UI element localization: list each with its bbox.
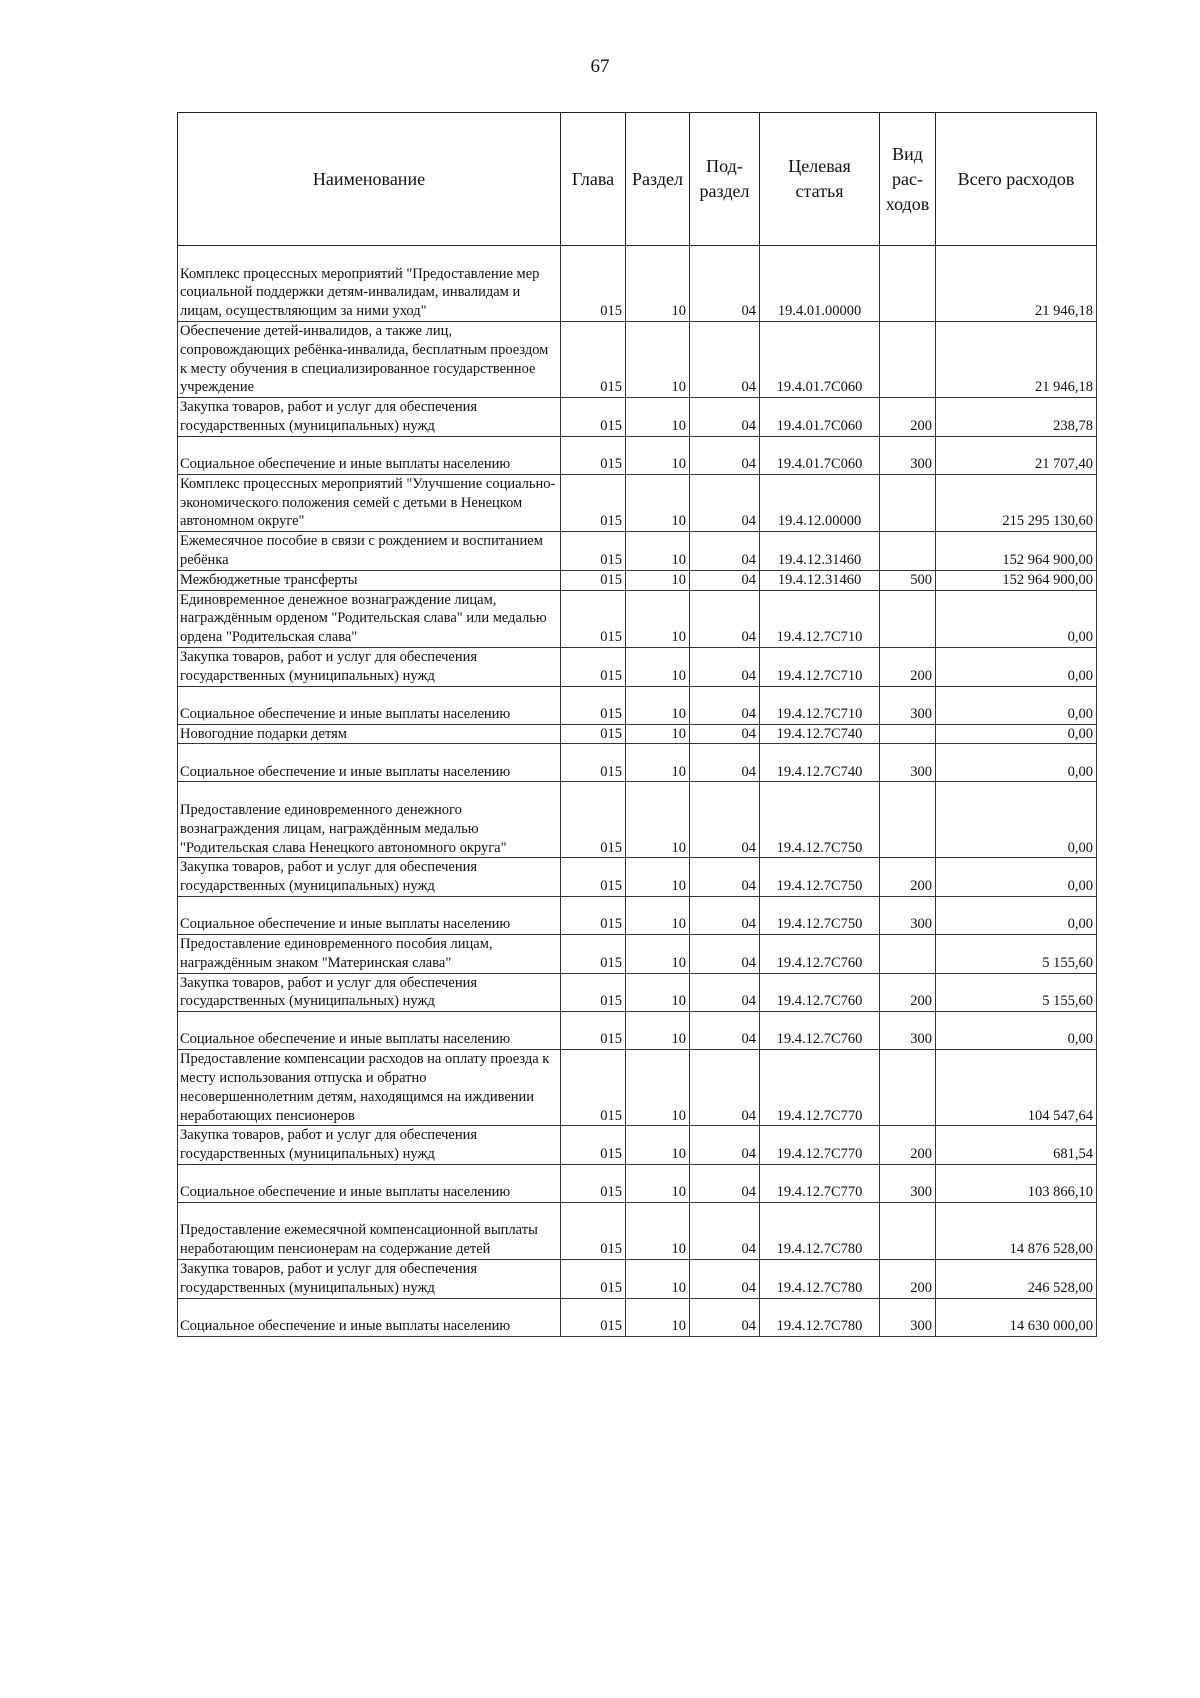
table-row <box>178 973 1097 1012</box>
cell-target: 19.4.12.31460 <box>760 532 880 571</box>
cell-vid <box>880 1202 936 1259</box>
cell-glava: 015 <box>561 1164 626 1202</box>
cell-name: Обеспечение детей-инвалидов, а также лиц, сопровождающих ребёнка-инвалида, бесплатным проездом к месту обучения в специализированное государственное учреждение <box>178 322 561 398</box>
cell-target: 19.4.01.7С060 <box>760 398 880 437</box>
table-row <box>178 1202 1097 1259</box>
cell-razdel: 10 <box>626 647 690 686</box>
cell-total: 246 528,00 <box>936 1259 1097 1298</box>
cell-podrazdel: 04 <box>690 1298 760 1336</box>
cell-name: Социальное обеспечение и иные выплаты населению <box>178 1298 561 1336</box>
cell-name: Межбюджетные трансферты <box>178 570 561 590</box>
cell-razdel: 10 <box>626 1050 690 1126</box>
cell-podrazdel: 04 <box>690 1050 760 1126</box>
cell-glava: 015 <box>561 246 626 322</box>
cell-name: Новогодние подарки детям <box>178 724 561 744</box>
table-row <box>178 858 1097 897</box>
cell-total: 14 876 528,00 <box>936 1202 1097 1259</box>
table-row <box>178 1164 1097 1202</box>
cell-podrazdel: 04 <box>690 1202 760 1259</box>
cell-target: 19.4.01.00000 <box>760 246 880 322</box>
cell-glava: 015 <box>561 322 626 398</box>
table-row <box>178 436 1097 474</box>
cell-total: 0,00 <box>936 896 1097 934</box>
cell-podrazdel: 04 <box>690 744 760 782</box>
cell-razdel: 10 <box>626 744 690 782</box>
table-row <box>178 896 1097 934</box>
cell-target: 19.4.12.7С770 <box>760 1126 880 1165</box>
cell-vid <box>880 724 936 744</box>
cell-glava: 015 <box>561 1202 626 1259</box>
page-number: 67 <box>590 56 610 77</box>
cell-glava: 015 <box>561 1050 626 1126</box>
cell-vid <box>880 532 936 571</box>
cell-total: 21 946,18 <box>936 322 1097 398</box>
cell-target: 19.4.12.31460 <box>760 570 880 590</box>
cell-name: Закупка товаров, работ и услуг для обеспечения государственных (муниципальных) нужд <box>178 398 561 437</box>
cell-glava: 015 <box>561 647 626 686</box>
cell-total: 104 547,64 <box>936 1050 1097 1126</box>
cell-total: 5 155,60 <box>936 973 1097 1012</box>
cell-vid: 200 <box>880 1259 936 1298</box>
cell-total: 152 964 900,00 <box>936 532 1097 571</box>
header-glava: Глава <box>561 113 626 246</box>
cell-target: 19.4.12.00000 <box>760 474 880 531</box>
cell-name: Закупка товаров, работ и услуг для обеспечения государственных (муниципальных) нужд <box>178 973 561 1012</box>
cell-name: Социальное обеспечение и иные выплаты населению <box>178 686 561 724</box>
cell-glava: 015 <box>561 1012 626 1050</box>
cell-total: 0,00 <box>936 724 1097 744</box>
table-row <box>178 686 1097 724</box>
cell-vid: 300 <box>880 1012 936 1050</box>
table-row <box>178 647 1097 686</box>
cell-podrazdel: 04 <box>690 686 760 724</box>
cell-total: 238,78 <box>936 398 1097 437</box>
cell-podrazdel: 04 <box>690 474 760 531</box>
cell-total: 0,00 <box>936 744 1097 782</box>
cell-target: 19.4.12.7С770 <box>760 1164 880 1202</box>
cell-total: 0,00 <box>936 1012 1097 1050</box>
cell-total: 215 295 130,60 <box>936 474 1097 531</box>
cell-total: 152 964 900,00 <box>936 570 1097 590</box>
cell-glava: 015 <box>561 1259 626 1298</box>
cell-glava: 015 <box>561 782 626 858</box>
cell-podrazdel: 04 <box>690 590 760 647</box>
cell-podrazdel: 04 <box>690 570 760 590</box>
cell-podrazdel: 04 <box>690 532 760 571</box>
cell-name: Комплекс процессных мероприятий "Улучшение социально-экономического положения семей с детьми в Ненецком автономном округе" <box>178 474 561 531</box>
cell-razdel: 10 <box>626 1164 690 1202</box>
cell-target: 19.4.12.7С760 <box>760 1012 880 1050</box>
cell-vid: 300 <box>880 686 936 724</box>
cell-razdel: 10 <box>626 322 690 398</box>
cell-target: 19.4.12.7С760 <box>760 934 880 973</box>
cell-target: 19.4.12.7С750 <box>760 858 880 897</box>
cell-total: 21 707,40 <box>936 436 1097 474</box>
cell-total: 5 155,60 <box>936 934 1097 973</box>
cell-razdel: 10 <box>626 532 690 571</box>
cell-podrazdel: 04 <box>690 858 760 897</box>
cell-name: Социальное обеспечение и иные выплаты населению <box>178 436 561 474</box>
cell-name: Закупка товаров, работ и услуг для обеспечения государственных (муниципальных) нужд <box>178 1259 561 1298</box>
cell-target: 19.4.12.7С750 <box>760 782 880 858</box>
cell-podrazdel: 04 <box>690 322 760 398</box>
cell-target: 19.4.12.7С780 <box>760 1259 880 1298</box>
cell-vid: 200 <box>880 647 936 686</box>
cell-podrazdel: 04 <box>690 782 760 858</box>
header-podrazdel: Под- раздел <box>690 113 760 246</box>
cell-vid: 200 <box>880 973 936 1012</box>
cell-vid <box>880 322 936 398</box>
cell-razdel: 10 <box>626 896 690 934</box>
cell-name: Предоставление компенсации расходов на оплату проезда к месту использования отпуска и обратно несовершеннолетним детям, находящимся на иждивении неработающих пенсионеров <box>178 1050 561 1126</box>
cell-podrazdel: 04 <box>690 724 760 744</box>
cell-name: Социальное обеспечение и иные выплаты населению <box>178 896 561 934</box>
cell-glava: 015 <box>561 934 626 973</box>
cell-target: 19.4.01.7С060 <box>760 436 880 474</box>
cell-glava: 015 <box>561 1298 626 1336</box>
cell-total: 0,00 <box>936 858 1097 897</box>
cell-target: 19.4.12.7С740 <box>760 724 880 744</box>
cell-vid <box>880 590 936 647</box>
cell-name: Предоставление ежемесячной компенсационной выплаты неработающим пенсионерам на содержание детей <box>178 1202 561 1259</box>
cell-name: Закупка товаров, работ и услуг для обеспечения государственных (муниципальных) нужд <box>178 647 561 686</box>
table-row <box>178 1012 1097 1050</box>
cell-target: 19.4.12.7С750 <box>760 896 880 934</box>
cell-vid: 300 <box>880 1298 936 1336</box>
cell-name: Ежемесячное пособие в связи с рождением и воспитанием ребёнка <box>178 532 561 571</box>
header-razdel: Раздел <box>626 113 690 246</box>
header-name: Наименование <box>178 113 561 246</box>
cell-razdel: 10 <box>626 1202 690 1259</box>
cell-glava: 015 <box>561 590 626 647</box>
cell-vid <box>880 474 936 531</box>
cell-razdel: 10 <box>626 570 690 590</box>
cell-glava: 015 <box>561 532 626 571</box>
cell-razdel: 10 <box>626 973 690 1012</box>
table-row <box>178 1126 1097 1165</box>
table-row <box>178 570 1097 590</box>
cell-razdel: 10 <box>626 1012 690 1050</box>
cell-glava: 015 <box>561 686 626 724</box>
cell-name: Закупка товаров, работ и услуг для обеспечения государственных (муниципальных) нужд <box>178 858 561 897</box>
cell-target: 19.4.12.7С710 <box>760 647 880 686</box>
cell-target: 19.4.12.7С780 <box>760 1202 880 1259</box>
cell-glava: 015 <box>561 1126 626 1165</box>
table-body <box>178 246 1097 1337</box>
budget-table <box>177 112 1097 1337</box>
cell-razdel: 10 <box>626 782 690 858</box>
cell-podrazdel: 04 <box>690 436 760 474</box>
cell-name: Предоставление единовременного денежного вознаграждения лицам, награждённым медалью "Родительская слава Ненецкого автономного округа" <box>178 782 561 858</box>
table-row <box>178 1259 1097 1298</box>
table-row <box>178 782 1097 858</box>
cell-target: 19.4.12.7С760 <box>760 973 880 1012</box>
cell-razdel: 10 <box>626 686 690 724</box>
cell-vid: 200 <box>880 858 936 897</box>
cell-razdel: 10 <box>626 858 690 897</box>
cell-name: Комплекс процессных мероприятий "Предоставление мер социальной поддержки детям-инвалидам, инвалидам и лицам, осуществляющим за ними уход" <box>178 246 561 322</box>
table-row <box>178 724 1097 744</box>
cell-name: Единовременное денежное вознаграждение лицам, награждённым орденом "Родительская слава" или медалью ордена "Родительская слава" <box>178 590 561 647</box>
cell-razdel: 10 <box>626 474 690 531</box>
cell-target: 19.4.01.7С060 <box>760 322 880 398</box>
cell-vid: 300 <box>880 896 936 934</box>
cell-vid <box>880 246 936 322</box>
cell-podrazdel: 04 <box>690 934 760 973</box>
cell-glava: 015 <box>561 744 626 782</box>
cell-razdel: 10 <box>626 246 690 322</box>
cell-name: Социальное обеспечение и иные выплаты населению <box>178 744 561 782</box>
cell-total: 103 866,10 <box>936 1164 1097 1202</box>
cell-podrazdel: 04 <box>690 896 760 934</box>
header-total: Всего расходов <box>936 113 1097 246</box>
cell-podrazdel: 04 <box>690 1164 760 1202</box>
cell-name: Социальное обеспечение и иные выплаты населению <box>178 1012 561 1050</box>
cell-podrazdel: 04 <box>690 246 760 322</box>
cell-target: 19.4.12.7С710 <box>760 686 880 724</box>
cell-vid: 200 <box>880 1126 936 1165</box>
cell-total: 0,00 <box>936 590 1097 647</box>
cell-razdel: 10 <box>626 724 690 744</box>
table-row <box>178 1298 1097 1336</box>
cell-name: Социальное обеспечение и иные выплаты населению <box>178 1164 561 1202</box>
header-vid: Вид рас- ходов <box>880 113 936 246</box>
cell-razdel: 10 <box>626 934 690 973</box>
cell-total: 0,00 <box>936 686 1097 724</box>
cell-vid <box>880 1050 936 1126</box>
cell-podrazdel: 04 <box>690 647 760 686</box>
cell-target: 19.4.12.7С740 <box>760 744 880 782</box>
cell-podrazdel: 04 <box>690 1126 760 1165</box>
table-row <box>178 322 1097 398</box>
cell-total: 0,00 <box>936 647 1097 686</box>
cell-vid: 300 <box>880 1164 936 1202</box>
cell-total: 0,00 <box>936 782 1097 858</box>
cell-total: 681,54 <box>936 1126 1097 1165</box>
cell-vid <box>880 934 936 973</box>
cell-podrazdel: 04 <box>690 973 760 1012</box>
header-target: Целевая статья <box>760 113 880 246</box>
table-header-row <box>178 113 1097 246</box>
cell-glava: 015 <box>561 570 626 590</box>
cell-podrazdel: 04 <box>690 398 760 437</box>
table-row <box>178 246 1097 322</box>
cell-glava: 015 <box>561 398 626 437</box>
cell-podrazdel: 04 <box>690 1012 760 1050</box>
cell-vid: 300 <box>880 436 936 474</box>
table-row <box>178 744 1097 782</box>
cell-vid: 200 <box>880 398 936 437</box>
cell-razdel: 10 <box>626 436 690 474</box>
cell-glava: 015 <box>561 973 626 1012</box>
cell-razdel: 10 <box>626 398 690 437</box>
table-row <box>178 934 1097 973</box>
table-row <box>178 590 1097 647</box>
cell-target: 19.4.12.7С710 <box>760 590 880 647</box>
cell-razdel: 10 <box>626 1126 690 1165</box>
table-row <box>178 532 1097 571</box>
cell-glava: 015 <box>561 436 626 474</box>
cell-glava: 015 <box>561 896 626 934</box>
cell-glava: 015 <box>561 858 626 897</box>
table-row <box>178 398 1097 437</box>
cell-vid <box>880 782 936 858</box>
cell-razdel: 10 <box>626 590 690 647</box>
cell-target: 19.4.12.7С770 <box>760 1050 880 1126</box>
cell-target: 19.4.12.7С780 <box>760 1298 880 1336</box>
cell-name: Закупка товаров, работ и услуг для обеспечения государственных (муниципальных) нужд <box>178 1126 561 1165</box>
table-row <box>178 474 1097 531</box>
table-row <box>178 1050 1097 1126</box>
cell-razdel: 10 <box>626 1259 690 1298</box>
cell-total: 14 630 000,00 <box>936 1298 1097 1336</box>
cell-podrazdel: 04 <box>690 1259 760 1298</box>
cell-vid: 300 <box>880 744 936 782</box>
cell-glava: 015 <box>561 474 626 531</box>
cell-vid: 500 <box>880 570 936 590</box>
cell-glava: 015 <box>561 724 626 744</box>
cell-name: Предоставление единовременного пособия лицам, награждённым знаком "Материнская слава" <box>178 934 561 973</box>
cell-total: 21 946,18 <box>936 246 1097 322</box>
cell-razdel: 10 <box>626 1298 690 1336</box>
